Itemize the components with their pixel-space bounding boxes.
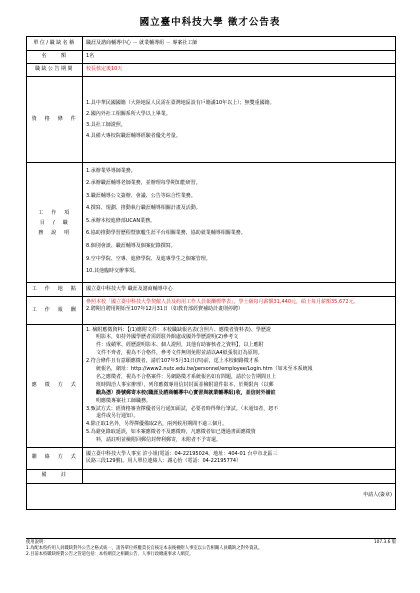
application-line: 班時間洽人事室辦理），列印應徵專用信封封面並檢附證件影本，於期限內（以郵 [86, 381, 274, 388]
treatment-label: 工 作 報 酬 [27, 297, 83, 325]
application-line: 退件或另行通知）。 [86, 413, 139, 420]
count-label: 名 額 [27, 51, 83, 64]
location-label: 工 作 地 點 [27, 283, 83, 297]
qualification-line: 1.具中華民國國籍（大陸地區人民需在臺灣地區設有戶籍滿10年以上）；無雙重國籍。 [86, 99, 275, 106]
page-title: 國立臺中科技大學 徵才公告表 [139, 17, 281, 28]
usage-notes-label: 使用說明： [26, 540, 48, 545]
qualification-line: 4.具備大專校院職涯輔導經驗者優先考量。 [86, 132, 181, 139]
unit-row [27, 37, 396, 51]
duty-line: 3.職涯輔導公文簽辦、會議、公告等綜合性業務。 [86, 192, 196, 199]
unit-value: 職涯及諮商輔導中心 － 就業輔導組 － 專案社工師 [83, 37, 396, 51]
usage-notes [26, 538, 396, 558]
qualifications-row [27, 77, 396, 163]
duty-line: 10.其他臨時交辦事項。 [86, 268, 139, 275]
remark-row [27, 469, 396, 483]
applicant-signature: 申請人(簽章) [27, 483, 396, 509]
duty-line: 8.個別會談、職涯輔導及個案紀錄撰寫。 [86, 243, 176, 250]
usage-notes-header [26, 538, 396, 546]
application-line: 5.為避免錄取延誤，如本案應徵者不及應徵時，凡應徵者如已選過書面應徵資 [86, 429, 256, 436]
location-value: 國立臺中科技大學 職涯及諮商輔導中心 [83, 283, 396, 297]
application-label: 應 徵 方 式 [27, 325, 83, 448]
salary-text: 參照本校「國立臺中科技大學契僱人員及約用工作人員報酬標準表」，學士級每月薪額31,440元，碩士每月薪額35,672元。 [86, 298, 359, 305]
treatment-value [83, 297, 396, 325]
announcement-table [26, 36, 396, 510]
application-line: 戳為憑）掛號郵寄本校(職涯及諮商輔導中心實習與就業輔導組)收，並信封外請註 [86, 389, 276, 396]
application-line: 統報名，網址：http://www2.nutc.edu.tw/personnel/employee/Login.htm（如未至本系統報 [86, 366, 313, 373]
contact-row [27, 447, 396, 469]
contact-label: 聯 絡 方 式 [27, 447, 83, 469]
duty-line: 2.承辦職涯輔導老師業務，並辦理每學期知能研習。 [86, 180, 201, 187]
contact-line: 國立臺中科技大學人事室 許小姐(電話：04-22195024、地址：404-01 台中市北區三 [86, 450, 278, 457]
form-version: 107.3.6 版 [373, 540, 396, 545]
duty-line: 9.空中學院、空專、進修學院、及進專學生之個案管理。 [86, 255, 211, 262]
application-row [27, 325, 396, 448]
contract-term-text: 2.聘期自聘用期始至107年12月31日（如教育部經費補助計畫則停聘） [86, 305, 244, 312]
qualification-line: 2.國內外社工相關系所大學以上畢業。 [86, 110, 171, 117]
remark-value [83, 469, 396, 483]
count-row [27, 51, 396, 64]
usage-note-line: 2.目前本校職缺經費公告之管道包括：本校網頁之相關公告、人事行政總處事求人網頁。 [26, 552, 194, 557]
signature-row [27, 483, 396, 509]
duty-line: 5.承辦本校進修部UCAN業務。 [86, 217, 156, 224]
application-line: 1. 檢附應徵資料：【(1)應附文件：本校職缺報名表(含照片、應徵者資料表)、學歷證 [86, 326, 271, 333]
unit-label: 單位/職缺名稱 [27, 37, 83, 51]
period-row [27, 64, 396, 77]
period-label: 職缺公告期間 [27, 64, 83, 77]
duty-line: 4.撰寫、規劃、推動執行職涯輔導相關計畫及活動。 [86, 205, 201, 212]
contact-line: 民路三段129號)。用人單位連絡人：謝心怡（電話：04-22195774） [86, 458, 242, 465]
application-line: 明影本，如持外國學歷者需經駐外館處或國外學歷證明(2)參考文 [86, 334, 239, 341]
application-line: 4.除正取1名外，另得擇優備取2名，兩列候用期間不逾三個月。 [86, 421, 228, 428]
duties-row [27, 163, 396, 283]
application-line: 2.符合條件且有意願應徵者，請於107年5月31日(四)前，逕上本校網路徵才系 [86, 358, 259, 365]
qualifications-value [83, 77, 396, 163]
application-line: 明應徵專案社工師職務。 [86, 397, 152, 404]
application-line: 3.甄試方式：經資格審查擇優者另行通知面試，必要者時得舉行筆試。（未通知者，恕不 [86, 405, 279, 412]
treatment-row [27, 297, 396, 325]
usage-note-line: 1.為配本校約用人員職缺對外公告之格式統一，請各單位經權責長官核定本表後檢附人事室以公告相關人員職缺之對外資訊。 [26, 546, 263, 551]
application-line: 名之應徵者，視為不合格案件：另網路徵才系統報名如有問題，請於公告期間且上 [86, 373, 277, 380]
application-line: 料，請註明並檢附回郵信封俾利郵寄，未附者不予寄還。 [86, 437, 222, 444]
count-value: 1名 [83, 51, 396, 64]
duty-line: 6.協助推動學習歷程暨旗艦生涯平台相關業務、協助就業輔導相關業務。 [86, 230, 246, 237]
qualifications-label: 資 格 條 件 [27, 77, 83, 163]
duties-label: 工 作 項 目 / 職 務 說 明 [27, 163, 83, 283]
duties-value [83, 163, 396, 283]
location-row [27, 283, 396, 297]
application-line: 文件不齊者，視為不合格件，參考文件無則免附並請以A4紙張裝訂為原則。 [86, 350, 263, 357]
contact-value [83, 447, 396, 469]
application-value [83, 325, 396, 448]
duty-line: 1.承辦業界導師業務。 [86, 167, 136, 174]
remark-label: 備 註 [27, 469, 83, 483]
qualification-line: 3.具社工師證照。 [86, 121, 126, 128]
period-value: 校長核定後10天 [83, 64, 396, 77]
application-line: 件：成績單、經歷證明影本、個人證照，其他有助審核者之資料】，以上應附 [86, 342, 264, 349]
